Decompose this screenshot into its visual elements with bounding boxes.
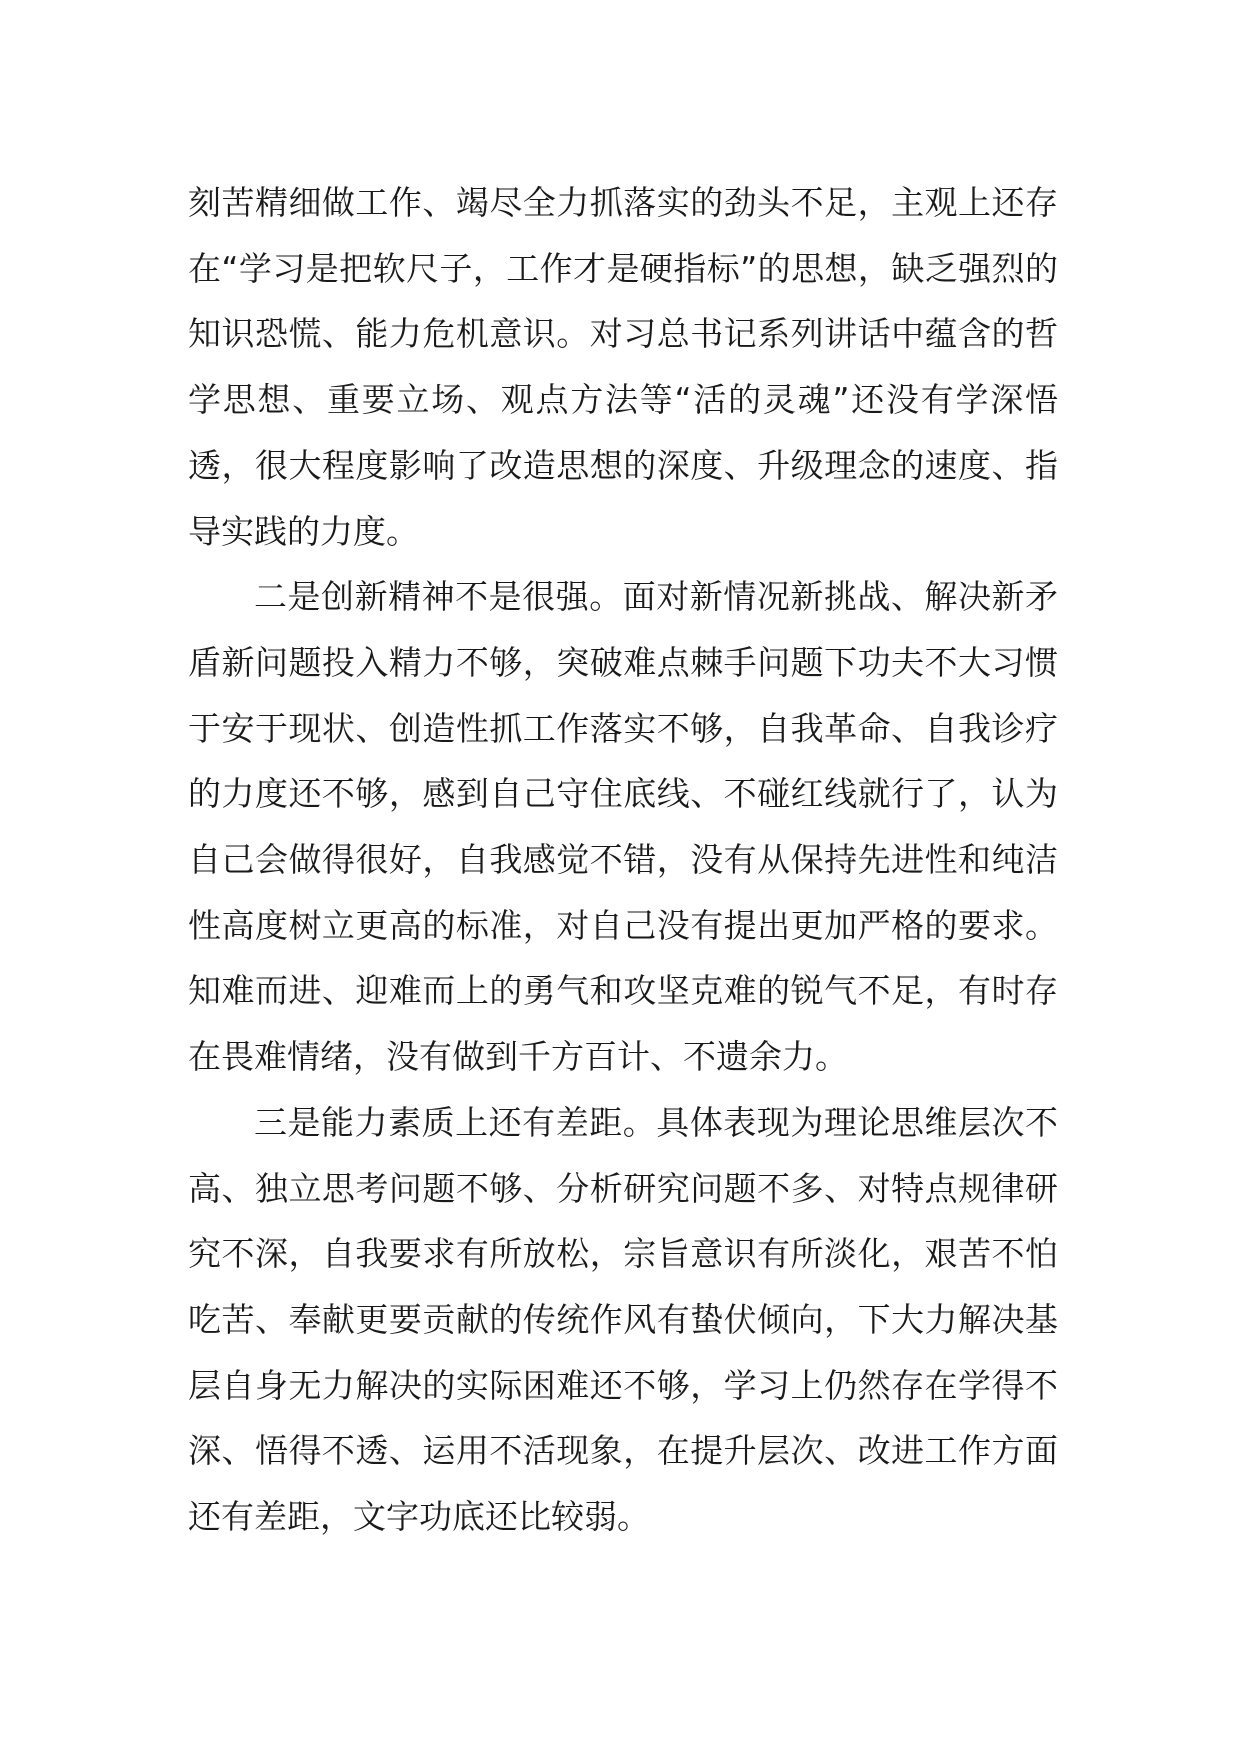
paragraph-point-two: 二是创新精神不是很强。面对新情况新挑战、解决新矛盾新问题投入精力不够，突破难点棘手问题下功夫不大习惯于安于现状、创造性抓工作落实不够，自我革命、自我诊疗的力度还不够，感到自己守住底线、不碰红线就行了，认为自己会做得很好，自我感觉不错，没有从保持先进性和纯洁性高度树立更高的标准，对自己没有提出更加严格的要求。知难而进、迎难而上的勇气和攻坚克难的锐气不足，有时存在畏难情绪，没有做到千方百计、不遗余力。 [188,577,1058,1077]
document-body [188,170,1058,1550]
paragraph-continuation: 刻苦精细做工作、竭尽全力抓落实的劲头不足，主观上还存在“学习是把软尺子，工作才是硬指标”的思想，缺乏强烈的知识恐慌、能力危机意识。对习总书记系列讲话中蕴含的哲学思想、重要立场、观点方法等“活的灵魂”还没有学深悟透，很大程度影响了改造思想的深度、升级理念的速度、指导实践的力度。 [188,183,1058,551]
paragraph-point-three: 三是能力素质上还有差距。具体表现为理论思维层次不高、独立思考问题不够、分析研究问题不多、对特点规律研究不深，自我要求有所放松，宗旨意识有所淡化，艰苦不怕吃苦、奉献更要贡献的传统作风有蛰伏倾向，下大力解决基层自身无力解决的实际困难还不够，学习上仍然存在学得不深、悟得不透、运用不活现象，在提升层次、改进工作方面还有差距，文字功底还比较弱。 [188,1102,1058,1537]
